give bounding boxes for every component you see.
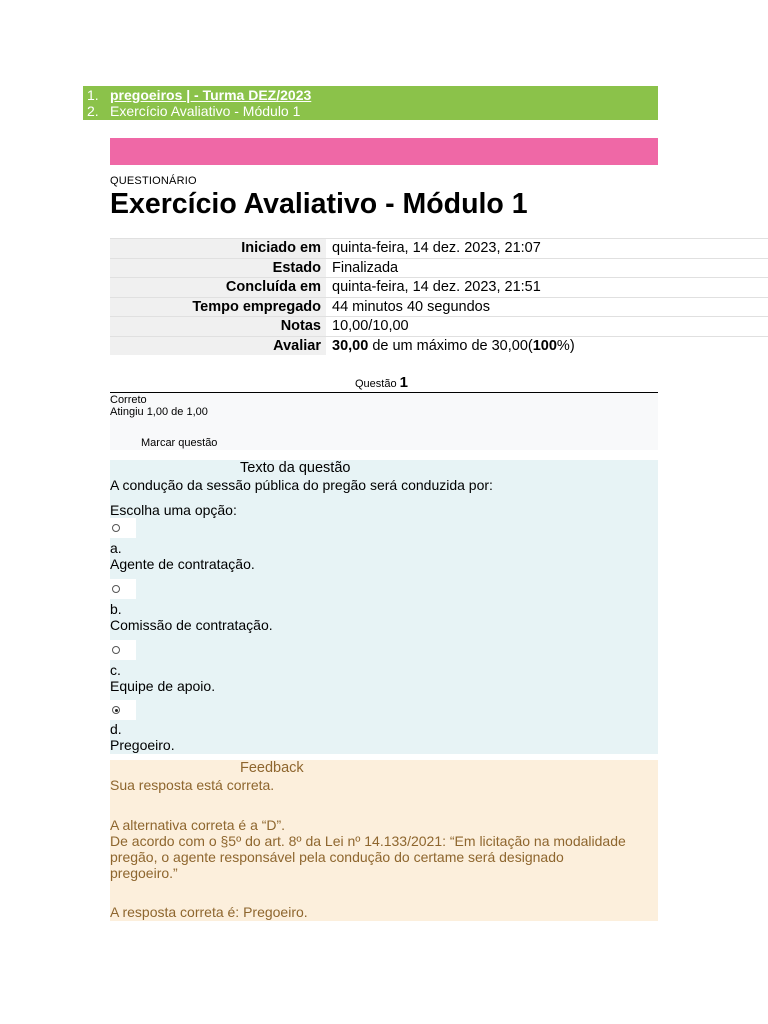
summary-row-grade: Avaliar 30,00 de um máximo de 30,00(100%) <box>110 336 768 355</box>
summary-row-state: Estado Finalizada <box>110 258 768 278</box>
summary-row-completed: Concluída em quinta-feira, 14 dez. 2023, 21:51 <box>110 278 768 298</box>
attempt-summary-table <box>110 238 768 355</box>
question-score: Atingiu 1,00 de 1,00 <box>110 406 208 418</box>
accent-bar <box>110 138 658 165</box>
question-info <box>110 393 658 450</box>
radio-option-d[interactable] <box>112 706 120 714</box>
question-number: Questão 1 <box>355 374 408 391</box>
flag-question-button[interactable]: Marcar questão <box>141 437 218 449</box>
breadcrumb-link-course[interactable]: pregoeiros | - Turma DEZ/2023 <box>110 87 312 103</box>
feedback-line: pregoeiro.” <box>110 865 178 881</box>
question-content: Texto da questão A condução da sessão pública do pregão será conduzida por: Escolha uma opção: a. Agente de contratação. b. Comissão de contratação. c. Equipe de apoio. d. Pregoeiro. <box>110 460 658 754</box>
breadcrumb-item-quiz: 2. Exercício Avaliativo - Módulo 1 <box>87 103 301 119</box>
radio-option-c[interactable] <box>112 646 120 654</box>
page-kicker: QUESTIONÁRIO <box>110 175 197 187</box>
feedback-line: Sua resposta está correta. <box>110 777 275 793</box>
radio-option-b[interactable] <box>112 585 120 593</box>
feedback-line: De acordo com o §5º do art. 8º da Lei nº 14.133/2021: “Em licitação na modalidade <box>110 833 626 849</box>
summary-row-marks: Notas 10,00/10,00 <box>110 317 768 337</box>
question-status: Correto <box>110 394 147 406</box>
radio-option-a[interactable] <box>112 524 120 532</box>
summary-row-started: Iniciado em quinta-feira, 14 dez. 2023, 21:07 <box>110 239 768 259</box>
page-title: Exercício Avaliativo - Módulo 1 <box>110 188 528 220</box>
feedback-header: Feedback <box>240 760 304 776</box>
question-text-header: Texto da questão <box>240 460 351 476</box>
feedback-panel <box>110 760 658 921</box>
breadcrumb-item-course[interactable]: 1. pregoeiros | - Turma DEZ/2023 <box>87 87 312 103</box>
choose-option-label: Escolha uma opção: <box>110 502 237 518</box>
feedback-line: pregão, o agente responsável pela condução do certame será designado <box>110 849 564 865</box>
correct-answer-line: A resposta correta é: Pregoeiro. <box>110 904 308 920</box>
breadcrumb <box>83 86 658 120</box>
summary-row-time-taken: Tempo empregado 44 minutos 40 segundos <box>110 297 768 317</box>
feedback-line: A alternativa correta é a “D”. <box>110 817 286 833</box>
question-prompt: A condução da sessão pública do pregão será conduzida por: <box>110 477 493 493</box>
